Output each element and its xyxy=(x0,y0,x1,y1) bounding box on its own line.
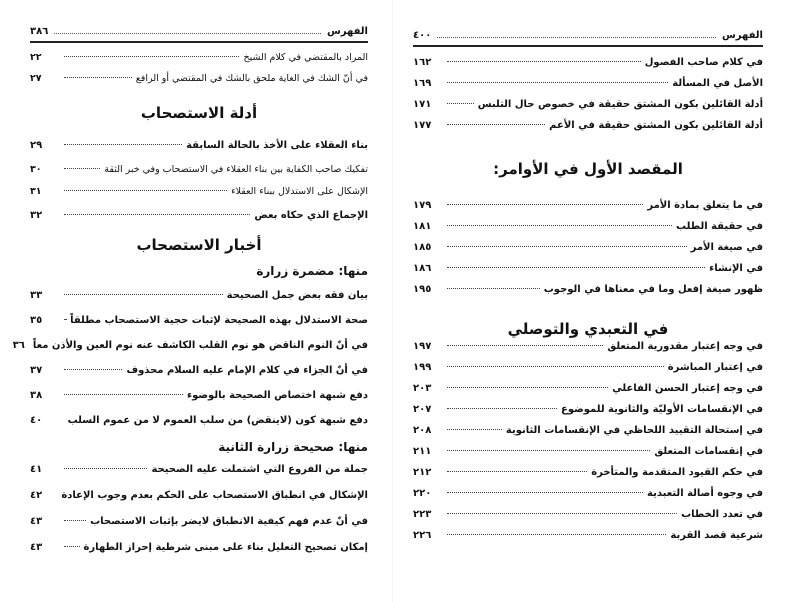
left-page xyxy=(12,0,368,602)
toc-entry[interactable]: دفع شبهة كون (لاينقض) من سلب العموم لا من عموم السلب ٤٠ xyxy=(30,415,368,426)
toc-entry[interactable]: أدلة القائلين بكون المشتق حقيقة في الأعم ١٧٧ xyxy=(413,120,763,131)
section-heading: أخبار الاستصحاب xyxy=(136,236,262,254)
page-number: ٤٠٠ xyxy=(413,30,432,41)
toc-entry[interactable]: الإشكال في انطباق الاستصحاب على الحكم بعدم وجوب الإعادة ٤٢ xyxy=(30,490,368,501)
toc-entry[interactable]: شرعية قصد القربة ٢٢٦ xyxy=(413,530,763,541)
section-heading: المقصد الأول في الأوامر: xyxy=(493,160,683,178)
toc-entry[interactable]: المراد بالمقتضي في كلام الشيخ ٢٢ xyxy=(30,52,368,63)
toc-entry[interactable]: في صيغة الأمر ١٨٥ xyxy=(413,242,763,253)
toc-entry[interactable]: الإشكال على الاستدلال ببناء العقلاء ٣١ xyxy=(30,186,368,197)
toc-list xyxy=(30,52,368,94)
toc-list xyxy=(30,140,368,231)
toc-entry[interactable]: في الإنشاء ١٨٦ xyxy=(413,263,763,274)
running-title: الفهرس xyxy=(326,26,368,37)
toc-list xyxy=(413,200,763,305)
running-head xyxy=(413,30,763,44)
toc-entry[interactable]: في إستحالة التقييد اللحاظي في الإنقسامات الثانوية ٢٠٨ xyxy=(413,425,763,436)
toc-entry[interactable]: أدلة القائلين بكون المشتق حقيقة في خصوص حال التلبس ١٧١ xyxy=(413,99,763,110)
section-heading: في التعبدي والتوصلي xyxy=(507,320,669,338)
toc-entry[interactable]: في أنّ النوم الناقض هو نوم القلب الكاشف عنه نوم العين والأذن معاً ٣٦ xyxy=(12,340,368,351)
toc-entry[interactable]: في حكم القيود المتقدمة والمتأخرة ٢١٢ xyxy=(413,467,763,478)
toc-entry[interactable]: في ما يتعلق بمادة الأمر ١٧٩ xyxy=(413,200,763,211)
toc-list xyxy=(12,290,368,440)
toc-entry[interactable]: في أنّ عدم فهم كيفية الانطباق لايضر بإثبات الاستصحاب ٤٣ xyxy=(30,516,368,527)
toc-entry[interactable]: الأصل في المسألة ١٦٩ xyxy=(413,78,763,89)
header-rule xyxy=(413,45,763,47)
toc-entry[interactable]: في كلام صاحب الفصول ١٦٢ xyxy=(413,57,763,68)
toc-entry[interactable]: في وجه إعتبار الحسن الفاعلي ٢٠٣ xyxy=(413,383,763,394)
toc-entry[interactable]: في وجه إعتبار مقدورية المتعلق ١٩٧ xyxy=(413,341,763,352)
subsection-heading: منها: مضمرة زرارة xyxy=(256,264,368,278)
toc-entry[interactable]: في تعدد الخطاب ٢٢٣ xyxy=(413,509,763,520)
toc-entry[interactable]: تفكيك صاحب الكفاية بين بناء العقلاء في الاستصحاب وفي خبر الثقة ٣٠ xyxy=(30,164,368,175)
toc-entry[interactable]: الإجماع الذي حكاه بعض ٣٢ xyxy=(30,210,368,221)
toc-entry[interactable]: في أنّ الجزاء في كلام الإمام عليه السلام محذوف ٣٧ xyxy=(30,365,368,376)
toc-list xyxy=(30,464,368,568)
toc-entry[interactable]: في إنقسامات المتعلق ٢١١ xyxy=(413,446,763,457)
toc-list xyxy=(413,341,763,551)
toc-entry[interactable]: دفع شبهة اختصاص الصحيحة بالوضوء ٣٨ xyxy=(30,390,368,401)
toc-entry[interactable]: بناء العقلاء على الأخذ بالحالة السابقة ٢٩ xyxy=(30,140,368,151)
right-page xyxy=(413,0,763,602)
toc-entry[interactable]: في الإنقسامات الأوليّة والثانوية للموضوع ٢٠٧ xyxy=(413,404,763,415)
toc-entry[interactable]: ظهور صيغة إفعل وما في معناها في الوجوب ١٩٥ xyxy=(413,284,763,295)
toc-entry[interactable]: صحة الاستدلال بهذه الصحيحة لإثبات حجية الاستصحاب مطلقاً ٣٥ xyxy=(30,315,368,326)
subsection-heading: منها: صحيحة زرارة الثانية xyxy=(218,440,368,454)
header-rule xyxy=(30,41,368,43)
toc-entry[interactable]: في إعتبار المباشرة ١٩٩ xyxy=(413,362,763,373)
toc-entry[interactable]: بيان فقه بعض جمل الصحيحة ٣٣ xyxy=(30,290,368,301)
section-heading: أدلة الاستصحاب xyxy=(140,104,258,122)
running-head xyxy=(30,26,368,40)
toc-entry[interactable]: في وجوه أصالة التعبدية ٢٢٠ xyxy=(413,488,763,499)
toc-entry[interactable]: إمكان تصحيح التعليل بناء على مبنى شرطية إحراز الطهارة ٤٣ xyxy=(30,542,368,553)
toc-entry[interactable]: في أنّ الشك في الغاية ملحق بالشك في المقتضي أو الرافع ٢٧ xyxy=(30,73,368,84)
gutter xyxy=(392,0,393,602)
toc-entry[interactable]: في حقيقة الطلب ١٨١ xyxy=(413,221,763,232)
toc-entry[interactable]: جملة من الفروع التي اشتملت عليه الصحيحة ٤١ xyxy=(30,464,368,475)
page-number: ٣٨٦ xyxy=(30,26,49,37)
running-title: الفهرس xyxy=(721,30,763,41)
toc-list xyxy=(413,57,763,141)
